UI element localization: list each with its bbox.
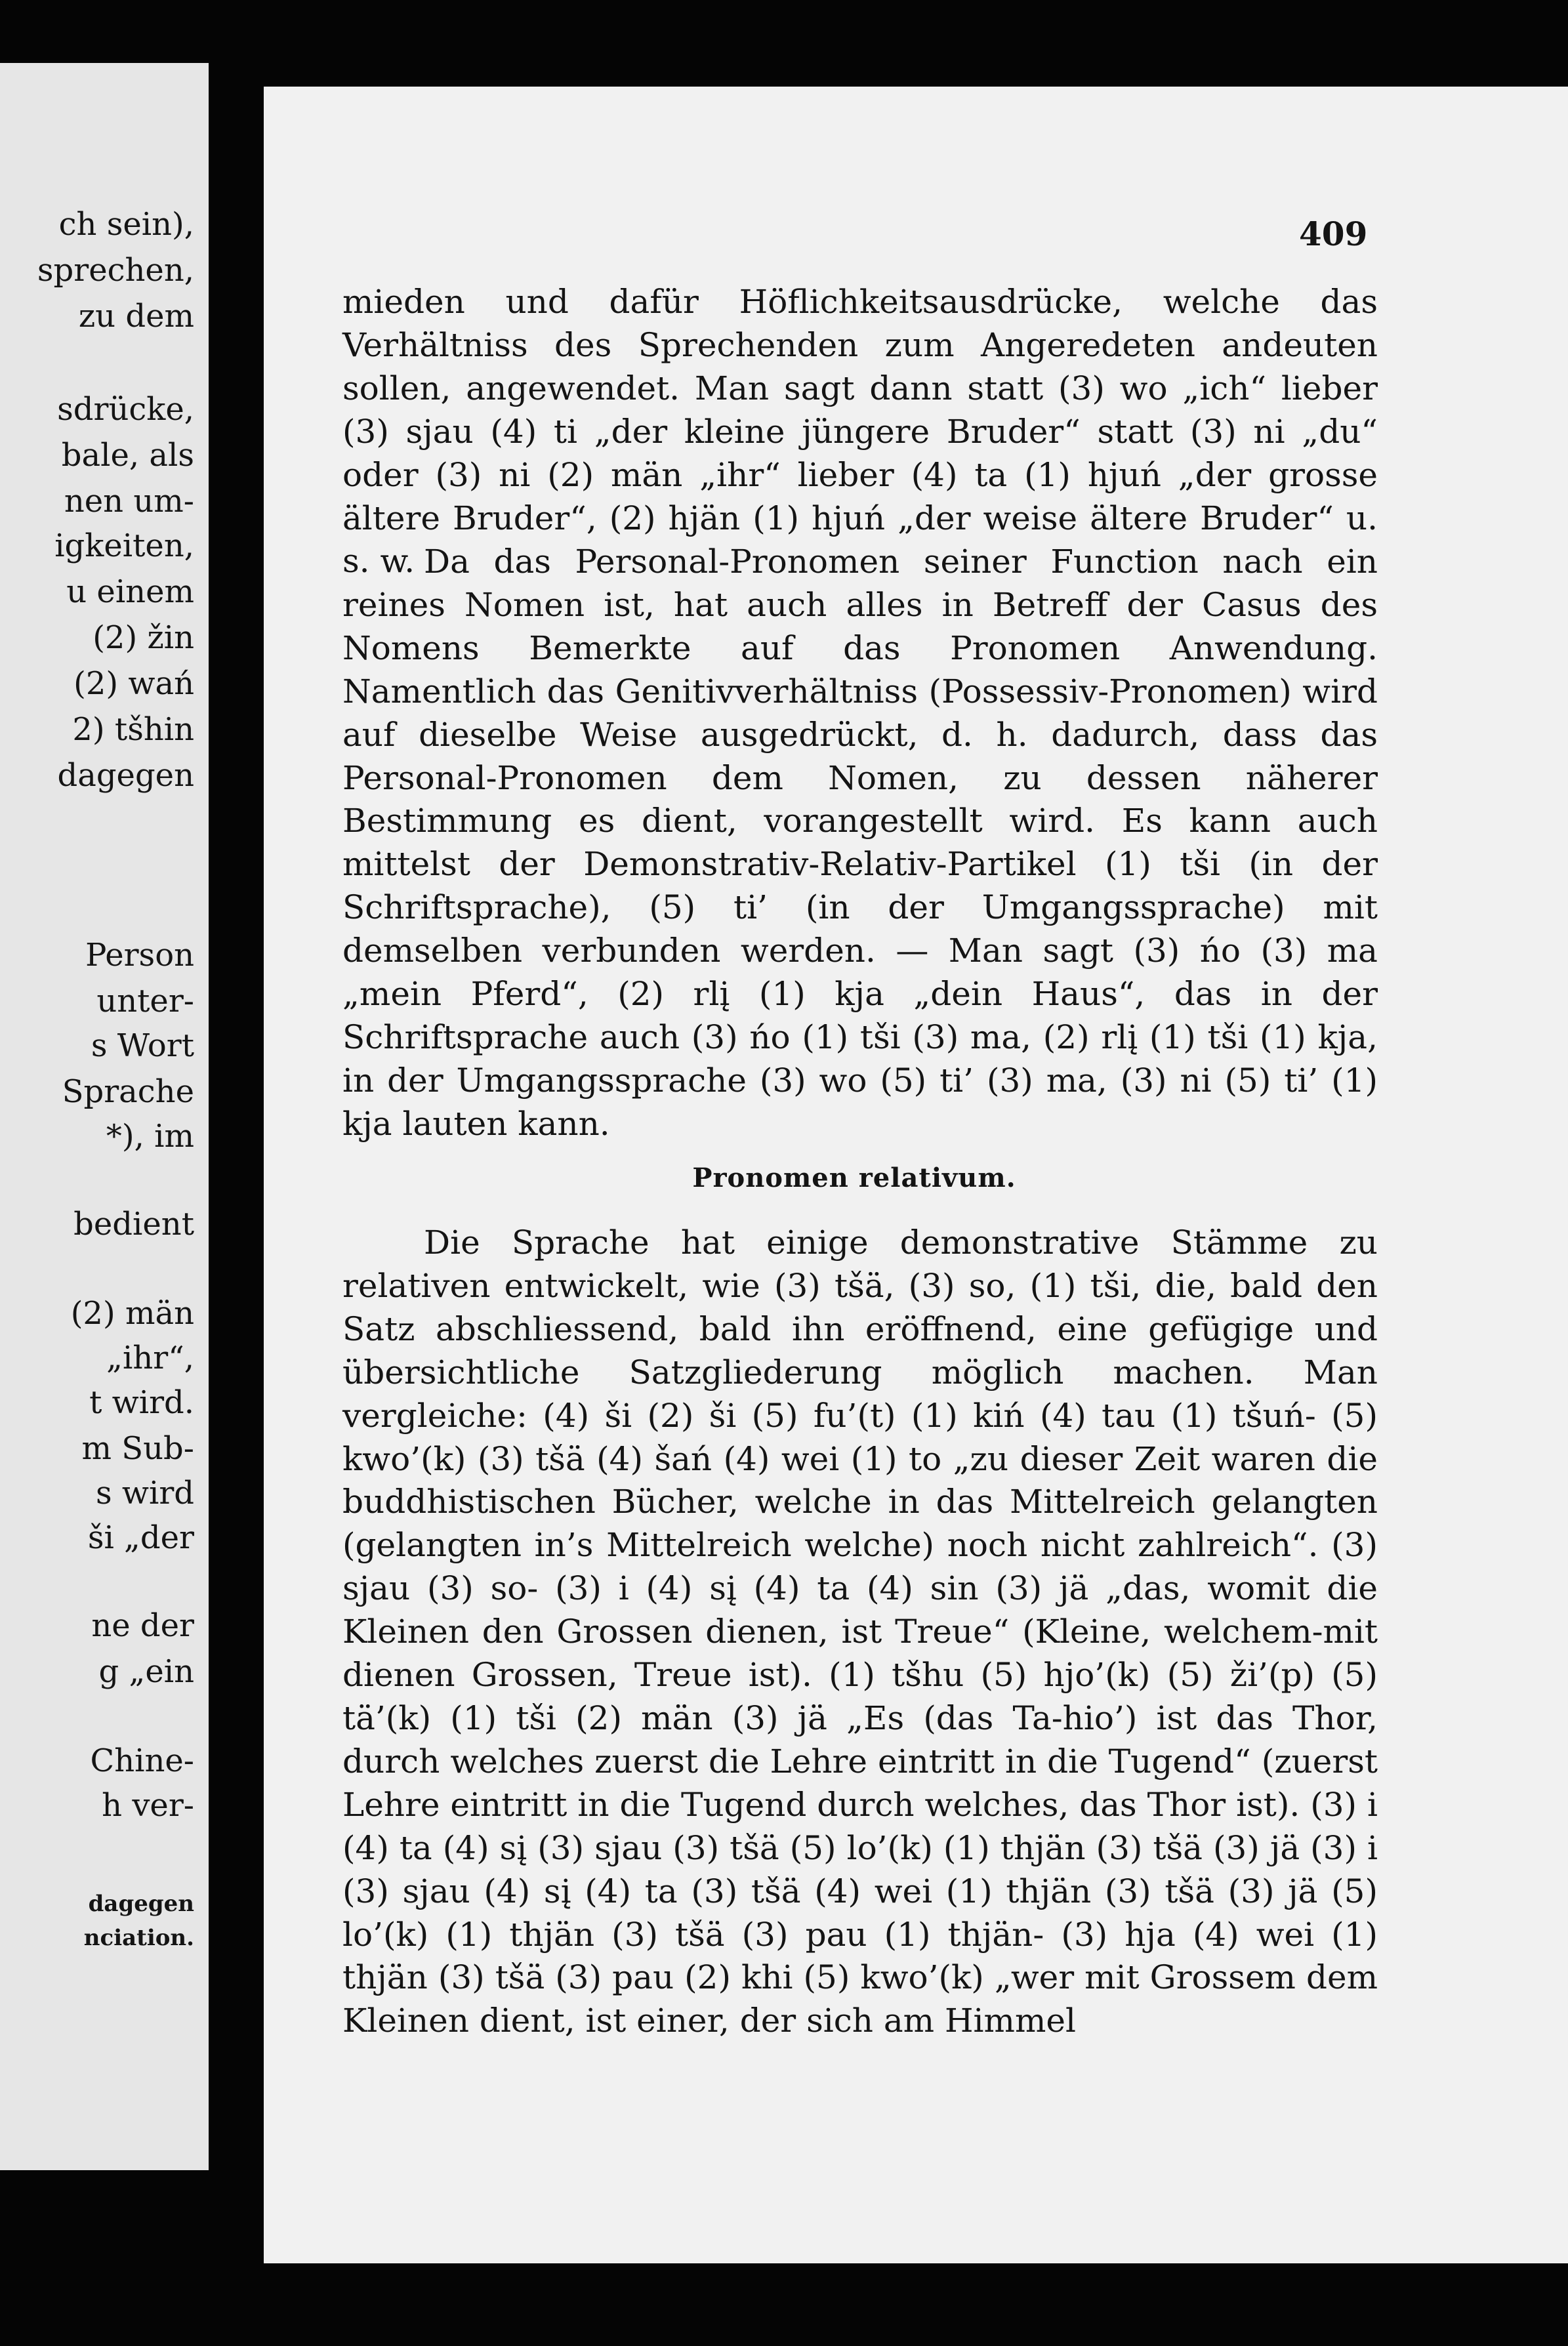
left-page-line: s Wort bbox=[91, 1027, 194, 1064]
left-page-fragment bbox=[0, 63, 209, 2170]
paragraph-personal-pronoun: Da das Personal-Pronomen seiner Function nach ein reines Nomen ist, hat auch alles in Betreff der Casus des Nomens Bemerkte auf das Pronomen Anwendung. Namentlich das Genitivverhältniss (Possessiv-Pronomen) wird auf dieselbe Weise ausgedrückt, d. h. dadurch, dass das Personal-Pronomen dem Nomen, zu dessen näherer Bestimmung es dient, vorangestellt wird. Es kann auch mittelst der Demonstrativ-Relativ-Partikel (1) tši (in der Schriftsprache), (5) ti’ (in der Umgangssprache) mit demselben verbunden werden. — Man sagt (3) ńo (3) ma „mein Pferd“, (2) rlį (1) kja „dein Haus“, das in der Schriftsprache auch (3) ńo (1) tši (3) ma, (2) rlį (1) tši (1) kja, in der Umgangssprache (3) wo (5) ti’ (3) ma, (3) ni (5) ti’ (1) kja lauten kann. bbox=[342, 543, 1378, 1143]
left-page-line: Sprache bbox=[62, 1073, 194, 1110]
left-page-line: dagegen bbox=[57, 757, 194, 794]
left-page-line: 2) tšhin bbox=[72, 711, 194, 748]
left-page-line: Person bbox=[85, 937, 194, 974]
left-page-line: zu dem bbox=[78, 298, 194, 335]
left-page-line: (2) žin bbox=[93, 619, 194, 656]
left-page-line: nen um- bbox=[64, 483, 194, 520]
left-page-line: „ihr“, bbox=[106, 1340, 194, 1376]
left-page-line: t wird. bbox=[89, 1384, 194, 1421]
left-page-line: unter- bbox=[96, 983, 194, 1019]
left-page-line: h ver- bbox=[102, 1787, 194, 1824]
left-page-line: *), im bbox=[106, 1118, 194, 1155]
paragraph-continuation: mieden und dafür Höflichkeitsausdrücke, welche das Verhältniss des Sprechenden zum Angeredeten andeuten sollen, angewendet. Man sagt dann statt (3) wo „ich“ lieber (3) sjau (4) ti „der kleine jüngere Bruder“ statt (3) ni „du“ oder (3) ni (2) män „ihr“ lieber (4) ta (1) hjuń „der grosse ältere Bruder“, (2) hjän (1) hjuń „der weise ältere Bruder“ u. s. w. bbox=[342, 283, 1378, 581]
section-heading: Pronomen relativum. bbox=[692, 1163, 1016, 1193]
left-page-line: Chine- bbox=[90, 1742, 194, 1779]
left-page-line: igkeiten, bbox=[54, 527, 194, 564]
left-page-line: ch sein), bbox=[58, 206, 194, 243]
page-number: 409 bbox=[1299, 215, 1368, 253]
left-page-line: g „ein bbox=[98, 1653, 194, 1690]
left-page-line: sprechen, bbox=[37, 252, 194, 289]
left-page-line: bale, als bbox=[61, 437, 194, 474]
left-page-line: sdrücke, bbox=[57, 391, 194, 428]
left-page-line: ne der bbox=[91, 1607, 194, 1644]
left-page-footnote-line: dagegen bbox=[88, 1891, 194, 1917]
paragraph-relative-pronoun: Die Sprache hat einige demonstrative Stämme zu relativen entwickelt, wie (3) tšä, (3) so, (1) tši, die, bald den Satz abschliessend, bald ihn eröffnend, eine gefügige und übersichtliche Satzgliederung möglich machen. Man vergleiche: (4) ši (2) ši (5) fu’(t) (1) kiń (4) tau (1) tšuń- (5) kwo’(k) (3) tšä (4) šań (4) wei (1) to „zu dieser Zeit waren die buddhistischen Bücher, welche in das Mittelreich gelangten (gelangten in’s Mittelreich welche) noch nicht zahlreich“. (3) sjau (3) so- (3) i (4) sį (4) ta (4) sin (3) jä „das, womit die Kleinen den Grossen dienen, ist Treue“ (Kleine, welchem-mit dienen Grossen, Treue ist). (1) tšhu (5) hjo’(k) (5) ži’(p) (5) tä’(k) (1) tši (2) män (3) jä „Es (das Ta-hio’) ist das Thor, durch welches zuerst die Lehre eintritt in die Tugend“ (zuerst Lehre eintritt in die Tugend durch welches, das Thor ist). (3) i (4) ta (4) sį (3) sjau (3) tšä (5) lo’(k) (1) thjän (3) tšä (3) jä (3) i (3) sjau (4) sį (4) ta (3) tšä (4) wei (1) thjän (3) tšä (3) jä (5) lo’(k) (1) thjän (3) tšä (3) pau (1) thjän- (3) hja (4) wei (1) thjän (3) tšä (3) pau (2) khi (5) kwo’(k) „wer mit Grossem dem Kleinen dient, ist einer, der sich am Himmel bbox=[342, 1224, 1378, 2040]
left-page-line: ši „der bbox=[87, 1519, 194, 1556]
left-page-line: (2) män bbox=[70, 1295, 194, 1332]
left-page-line: bedient bbox=[73, 1206, 194, 1243]
left-page-footnote-line: nciation. bbox=[83, 1925, 194, 1951]
left-page-line: s wird bbox=[96, 1475, 194, 1512]
left-page-line: (2) wań bbox=[73, 665, 194, 702]
left-page-line: u einem bbox=[66, 573, 194, 610]
main-page bbox=[264, 87, 1568, 2263]
left-page-line: m Sub- bbox=[81, 1430, 194, 1467]
